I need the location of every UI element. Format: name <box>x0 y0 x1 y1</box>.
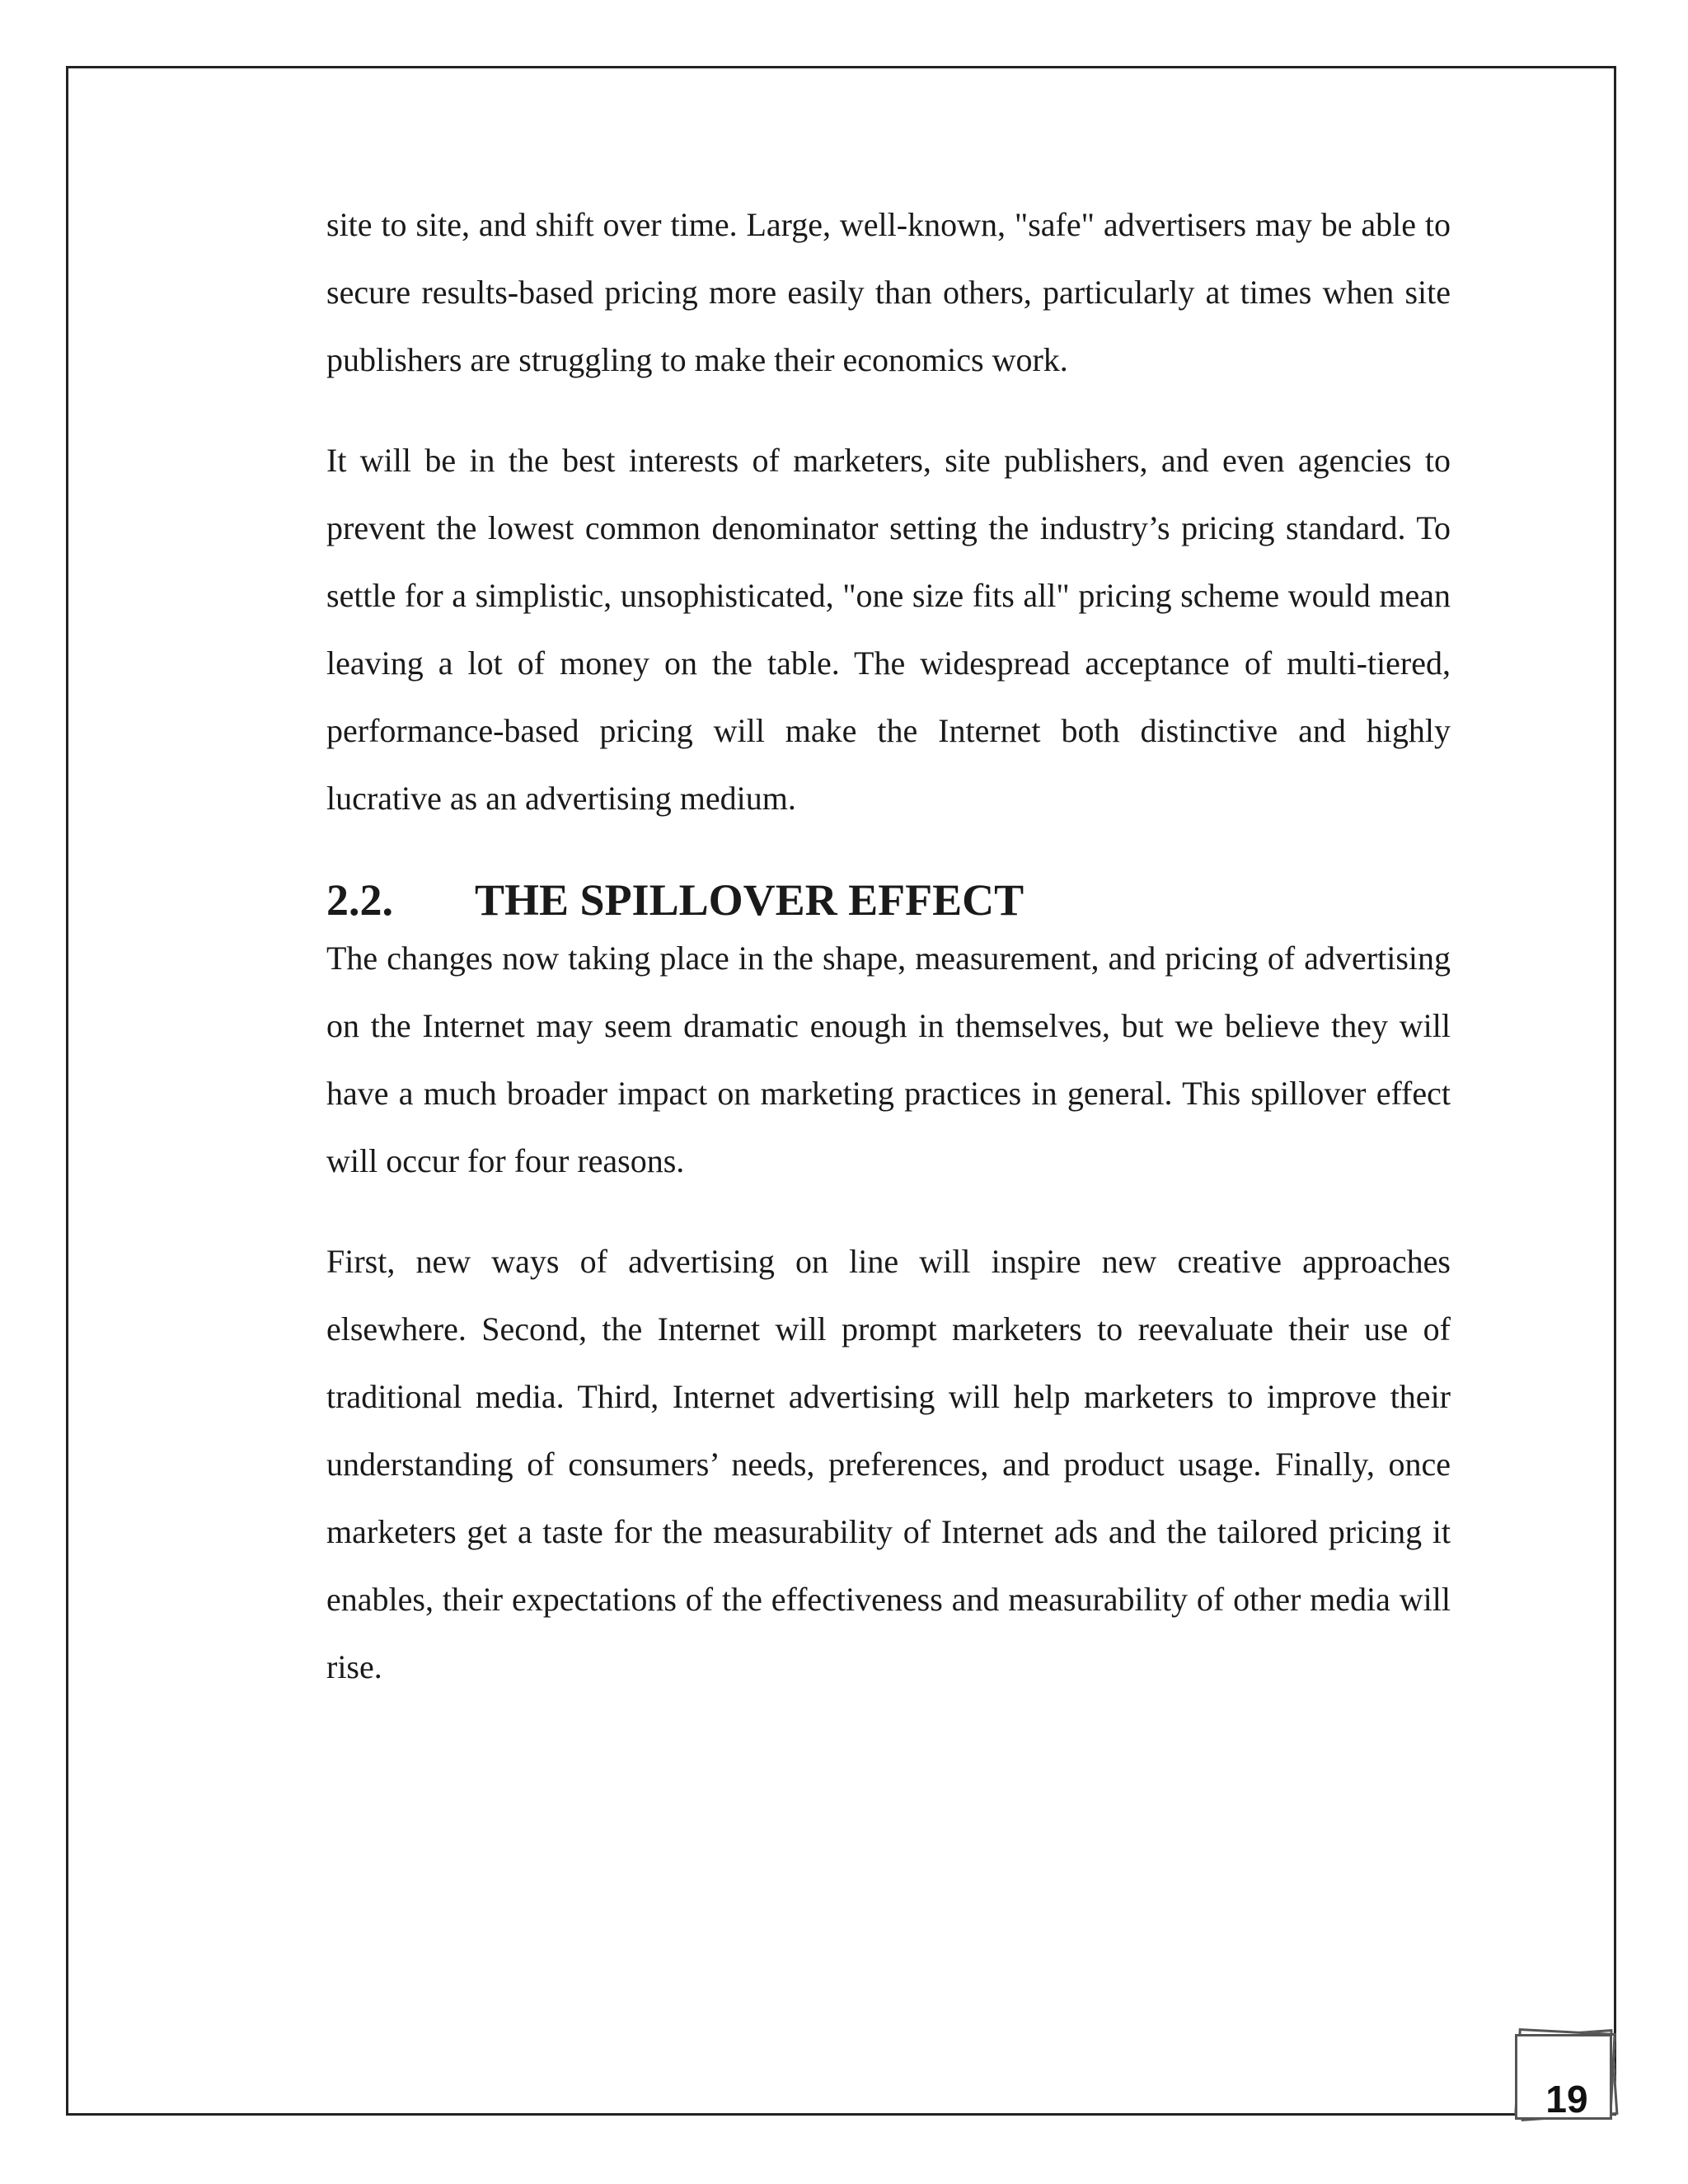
section-number: 2.2. <box>326 875 393 925</box>
paragraph-pricing-standard: It will be in the best interests of marketers, site publishers, and even agencies to prevent the lowest common denominator setting the industry’s pricing standard. To settle for a simplistic, unsophisticated, "one size fits all" pricing scheme would mean leaving a lot of money on the table. The widespread acceptance of multi-tiered, performance-based pricing will make the Internet both distinctive and highly lucrative as an advertising medium. <box>326 442 1451 817</box>
page-number: 19 <box>1545 2080 1588 2113</box>
page-number-badge <box>1513 2027 1620 2125</box>
section-heading <box>326 875 1451 925</box>
section-title: THE SPILLOVER EFFECT <box>475 875 1025 925</box>
paragraph-spillover-intro: The changes now taking place in the shape, measurement, and pricing of advertising on the Internet may seem dramatic enough in themselves, but we believe they will have a much broader impact on marketing practices in general. This spillover effect will occur for four reasons. <box>326 940 1451 1179</box>
document-body <box>326 191 1451 1701</box>
paragraph-pricing-variation: site to site, and shift over time. Large, well-known, "safe" advertisers may be able to secure results-based pricing more easily than others, particularly at times when site publishers are struggling to make their economics work. <box>326 206 1451 378</box>
paragraph-four-reasons: First, new ways of advertising on line will inspire new creative approaches elsewhere. Second, the Internet will prompt marketers to reevaluate their use of traditional media. Third, Internet advertising will help marketers to improve their understanding of consumers’ needs, preferences, and product usage. Finally, once marketers get a taste for the measurability of Internet ads and the tailored pricing it enables, their expectations of the effectiveness and measurability of other media will rise. <box>326 1243 1451 1685</box>
